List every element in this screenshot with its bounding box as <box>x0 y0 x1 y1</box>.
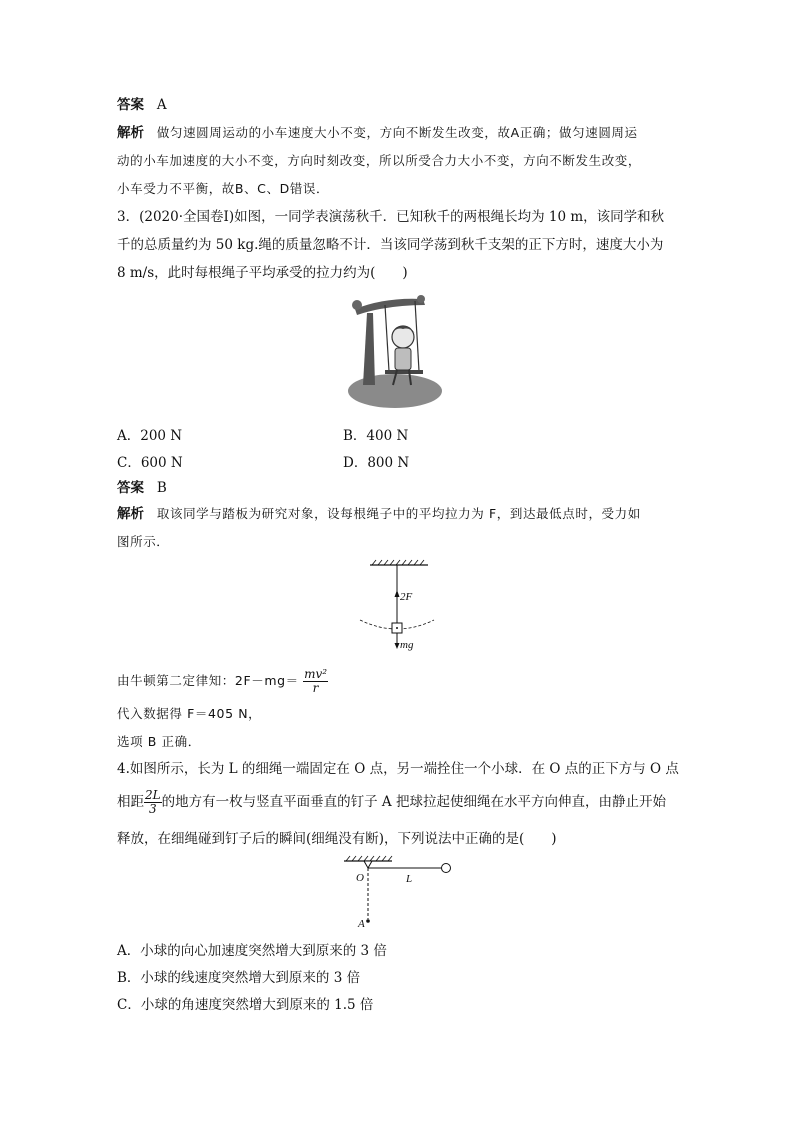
fraction-numerator: 2L <box>145 788 161 802</box>
option-4c: C．小球的角速度突然增大到原来的 1.5 倍 <box>117 997 374 1013</box>
option-3a: A．200 N <box>117 428 183 444</box>
question-3-line-2: 千的总质量约为 50 kg.绳的质量忽略不计．当该同学荡到秋千支架的正下方时，速度大小为 <box>117 237 664 253</box>
question-4-line-2 <box>117 789 666 816</box>
l-label: L <box>406 873 413 885</box>
newton-equation <box>117 668 328 695</box>
swing-rope-right <box>415 301 419 371</box>
force-up-label: 2F <box>400 591 413 603</box>
option-4a: A．小球的向心加速度突然增大到原来的 3 倍 <box>117 943 387 959</box>
answer-value: A <box>156 97 167 113</box>
answer-label: 答案 <box>117 97 144 113</box>
pendulum-diagram <box>340 855 460 930</box>
swing-rope-left <box>385 305 389 371</box>
swing-seat <box>385 370 423 374</box>
answer-1 <box>117 96 167 114</box>
fraction-numerator: mv² <box>304 667 328 681</box>
force-diagram <box>358 560 458 655</box>
answer-3 <box>117 479 167 497</box>
substitute-line: 代入数据得 F＝405 N， <box>117 706 262 721</box>
option-3b: B．400 N <box>343 428 409 444</box>
fraction-denominator: 3 <box>148 802 157 816</box>
analysis-3-line-2: 图所示． <box>117 534 170 549</box>
analysis-1-line-1 <box>117 124 638 142</box>
option-3c: C．600 N <box>117 455 183 471</box>
ball <box>442 864 451 873</box>
answer-label: 答案 <box>117 480 144 496</box>
child-body <box>395 348 411 370</box>
analysis-1-text-1: 做匀速圆周运动的小车速度大小不变，方向不断发生改变，故A正确；做匀速圆周运 <box>156 125 638 140</box>
analysis-label: 解析 <box>117 506 144 522</box>
question-4-line-3: 释放，在细绳碰到钉子后的瞬间(细绳没有断)，下列说法中正确的是( ) <box>117 831 557 847</box>
nail-point <box>366 919 370 923</box>
tree-trunk <box>363 313 375 385</box>
q4-line2-post: 的地方有一枚与竖直平面垂直的钉子 A 把球拉起使细绳在水平方向伸直，由静止开始 <box>161 794 666 810</box>
option-3d: D．800 N <box>343 455 410 471</box>
option-4b: B．小球的线速度突然增大到原来的 3 倍 <box>117 970 361 986</box>
a-label: A <box>358 918 365 930</box>
force-down-label: mg <box>400 639 414 651</box>
analysis-label: 解析 <box>117 125 144 141</box>
question-4-line-1: 4.如图所示，长为 L 的细绳一端固定在 O 点，另一端拴住一个小球．在 O 点的正下方与 O 点 <box>117 761 679 777</box>
o-label: O <box>356 872 364 884</box>
analysis-1-line-3: 小车受力不平衡，故B、C、D错误． <box>117 181 330 196</box>
newton-fraction <box>303 668 328 695</box>
analysis-3-line-1 <box>117 505 641 523</box>
answer-value: B <box>156 480 167 496</box>
question-3-line-3: 8 m/s，此时每根绳子平均承受的拉力约为( ) <box>117 265 408 281</box>
pivot-support <box>364 861 372 868</box>
newton-prefix: 由牛顿第二定律知：2F－mg＝ <box>117 673 299 688</box>
analysis-3-text-1: 取该同学与踏板为研究对象，设每根绳子中的平均拉力为 F，到达最低点时，受力如 <box>156 506 641 521</box>
swing-illustration <box>345 293 445 411</box>
question-3-line-1: 3．(2020·全国卷Ⅰ)如图，一同学表演荡秋千．已知秋千的两根绳长均为 10 m，该同学和秋 <box>117 209 665 225</box>
q4-fraction <box>144 789 162 816</box>
analysis-1-line-2: 动的小车加速度的大小不变，方向时刻改变，所以所受合力大小不变，方向不断发生改变， <box>117 153 642 168</box>
choice-b-line: 选项 B 正确． <box>117 734 201 749</box>
fraction-denominator: r <box>312 681 319 695</box>
q4-line2-pre: 相距 <box>117 794 144 810</box>
